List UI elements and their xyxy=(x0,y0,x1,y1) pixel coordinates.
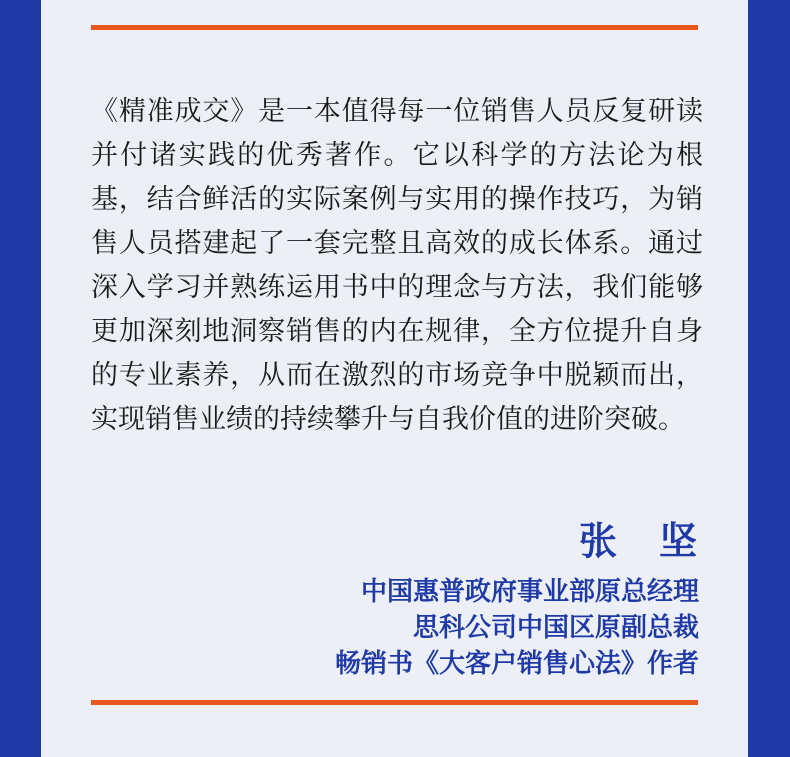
review-text: 《精准成交》是一本值得每一位销售人员反复研读并付诸实践的优秀著作。它以科学的方法论为根基，结合鲜活的实际案例与实用的操作技巧，为销售人员搭建起了一套完整且高效的成长体系。通过深入学习并熟练运用书中的理念与方法，我们能够更加深刻地洞察销售的内在规律，全方位提升自身的专业素养，从而在激烈的市场竞争中脱颖而出，实现销售业绩的持续攀升与自我价值的进阶突破。 xyxy=(91,96,703,435)
bottom-divider xyxy=(91,700,698,705)
content-panel xyxy=(41,0,748,757)
author-title: 畅销书《大客户销售心法》作者 xyxy=(334,649,699,679)
author-block xyxy=(335,514,699,682)
top-divider xyxy=(91,25,698,30)
author-title: 中国惠普政府事业部原总经理 xyxy=(360,577,699,607)
author-name: 张 坚 xyxy=(578,519,699,563)
author-title: 思科公司中国区原副总裁 xyxy=(412,613,699,643)
